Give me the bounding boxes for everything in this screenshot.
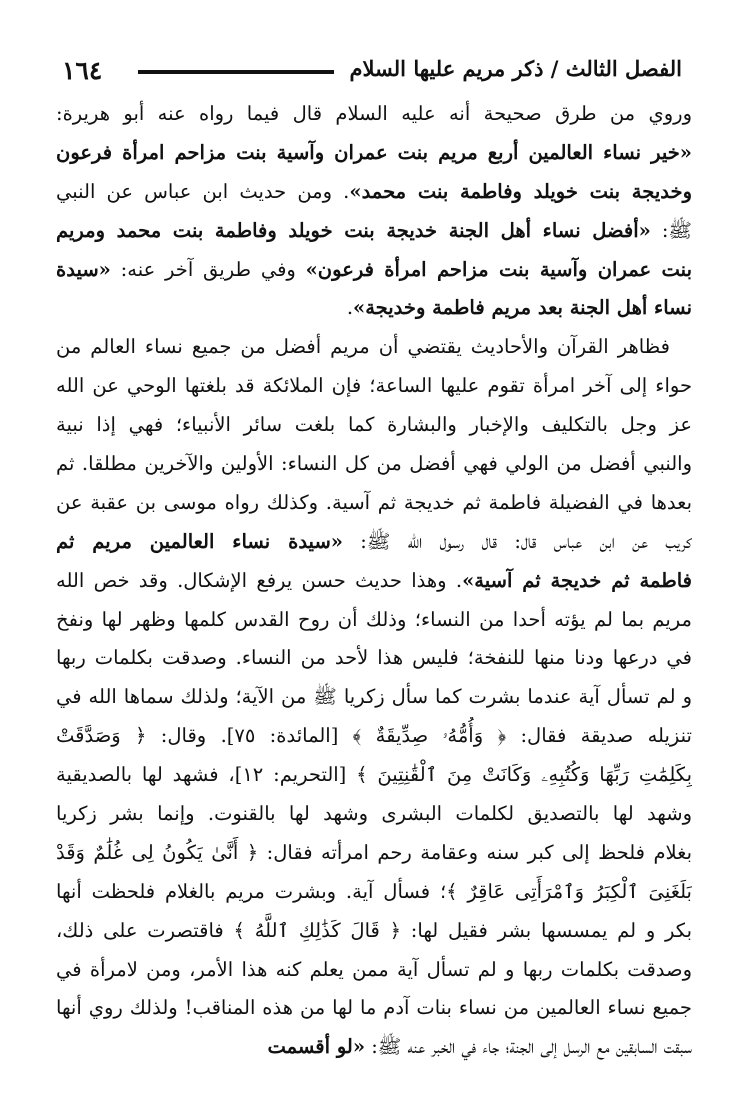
text-segment: وصدقت بكلمات ربها و لم تسأل آية ممن يعلم كنه هذا الأمر، ومن لامرأة في — [56, 957, 692, 981]
text-segment: في درعها ودنا منها للنفخة؛ فليس هذا لأحد من النساء. وصدقت بكلمات ربها — [56, 646, 692, 670]
text-line — [56, 173, 692, 212]
text-line — [56, 717, 692, 756]
text-segment: مريم بما لم يؤته أحدا من النساء؛ وذلك أن روح القدس كلمها وظهر لها ونفخ — [56, 607, 692, 631]
text-line — [56, 367, 692, 406]
text-line — [56, 445, 692, 484]
text-segment: بَلَغَنِىَ ٱلْكِبَرُ وَٱمْرَأَتِى عَاقِرٌ ﴾؛ فسأل آية. وبشرت مريم بالغلام فلحظت أنها — [56, 879, 692, 903]
text-segment: وفي طريق آخر عنه: — [110, 257, 306, 281]
text-line — [56, 639, 692, 678]
text-segment: كريب عن ابن عباس قال: قال رسول الله ﷺ: — [342, 529, 692, 553]
text-segment: بغلام فلحظ إلى كبر سنه وعقامة رحم امرأته فقال: ﴿ أَنَّىٰ يَكُونُ لِى غُلَٰمٌ وَقَدْ — [56, 840, 692, 864]
text-segment: وشهد لها بالتصديق لكلمات البشرى وشهد لها بالقنوت. وإنما بشر زكريا — [56, 802, 692, 826]
text-line — [56, 601, 692, 640]
page-body — [56, 95, 692, 1067]
text-segment: والنبي أفضل من الولي فهي أفضل من كل النساء: الأولين والآخرين مطلقا. ثم — [56, 452, 692, 476]
text-line — [56, 484, 692, 523]
text-segment: . — [346, 296, 354, 320]
text-segment: حواء إلى آخر امرأة تقوم عليها الساعة؛ فإن الملائكة قد بلغتها الوحي عن الله — [56, 374, 692, 398]
bold-text-segment: فاطمة ثم خديجة ثم آسية» — [462, 568, 692, 592]
text-segment: بِكَلِمَٰتِ رَبِّهَا وَكُتُبِهِۦ وَكَانَتْ مِنَ ٱلْقَٰنِتِينَ ﴾ [التحريم: ١٢]، فشهد لها بالصديقية — [56, 763, 692, 787]
text-line — [56, 134, 692, 173]
text-line — [56, 678, 692, 717]
bold-text-segment: نساء أهل الجنة بعد مريم فاطمة وخديجة» — [353, 296, 692, 320]
text-line — [56, 251, 692, 290]
text-segment: فظاهر القرآن والأحاديث يقتضي أن مريم أفضل من جميع نساء العالم من — [56, 335, 670, 359]
text-segment: بكر و لم يمسسها بشر فقيل لها: ﴿ قَالَ كَذَٰلِكِ ٱللَّهُ ﴾ فاقتصرت على ذلك، — [56, 918, 692, 942]
text-line — [56, 795, 692, 834]
text-line — [56, 834, 692, 873]
text-segment: و لم تسأل آية عندما بشرت كما سأل زكريا ﷺ من الآية؛ ولذلك سماها الله في — [56, 685, 692, 709]
header-rule — [138, 70, 334, 74]
bold-text-segment: «سيدة — [56, 257, 111, 281]
text-segment: . ومن حديث ابن عباس عن النبي — [56, 179, 350, 203]
text-segment: جميع نساء العالمين من نساء بنات آدم ما لها من هذه المناقب! ولذلك روي أنها — [56, 996, 692, 1020]
text-line — [56, 756, 692, 795]
bold-text-segment: «أفضل نساء أهل الجنة خديجة بنت خويلد وفاطمة بنت محمد ومريم — [56, 218, 651, 242]
chapter-title: الفصل الثالث / ذكر مريم عليها السلام — [349, 56, 682, 81]
text-line — [56, 95, 692, 134]
text-segment: ﷺ: — [650, 218, 692, 242]
text-line — [56, 212, 692, 251]
bold-text-segment: «سيدة نساء العالمين مريم ثم — [56, 529, 343, 553]
page-number: ١٦٤ — [62, 56, 103, 85]
text-line — [56, 1028, 692, 1067]
page-header — [62, 54, 682, 90]
text-segment: وروي من طرق صحيحة أنه عليه السلام قال فيما رواه عنه أبو هريرة: — [56, 102, 692, 125]
bold-text-segment: «خير نساء العالمين أربع مريم بنت عمران وآسية بنت مزاحم امرأة فرعون — [56, 140, 692, 164]
text-line — [56, 328, 692, 367]
text-line — [56, 989, 692, 1028]
bold-text-segment: وخديجة بنت خويلد وفاطمة بنت محمد» — [349, 179, 692, 203]
text-segment: تنزيله صديقة فقال: ﴿ وَأُمُّهُۥ صِدِّيقَةٌ ﴾ [المائدة: ٧٥]. وقال: ﴿ وَصَدَّقَتْ — [56, 724, 692, 748]
text-segment: . وهذا حديث حسن يرفع الإشكال. وقد خص الله — [56, 568, 463, 592]
text-line — [56, 951, 692, 990]
text-line — [56, 289, 692, 328]
text-segment: سبقت السابقين مع الرسل إلى الجنة؛ جاء في الخبر عنه ﷺ: — [365, 1035, 692, 1059]
text-line — [56, 912, 692, 951]
text-line — [56, 873, 692, 912]
bold-text-segment: «لو أقسمت — [267, 1035, 366, 1059]
bold-text-segment: بنت عمران وآسية بنت مزاحم امرأة فرعون» — [305, 257, 692, 281]
text-segment: عز وجل بالتكليف والإخبار والبشارة كما بلغت سائر الأنبياء؛ فهي إذا نبية — [56, 413, 692, 437]
text-segment: بعدها في الفضيلة فاطمة ثم خديجة ثم آسية. وكذلك رواه موسى بن عقبة عن — [56, 490, 692, 514]
text-line — [56, 523, 692, 562]
text-line — [56, 562, 692, 601]
text-line — [56, 406, 692, 445]
